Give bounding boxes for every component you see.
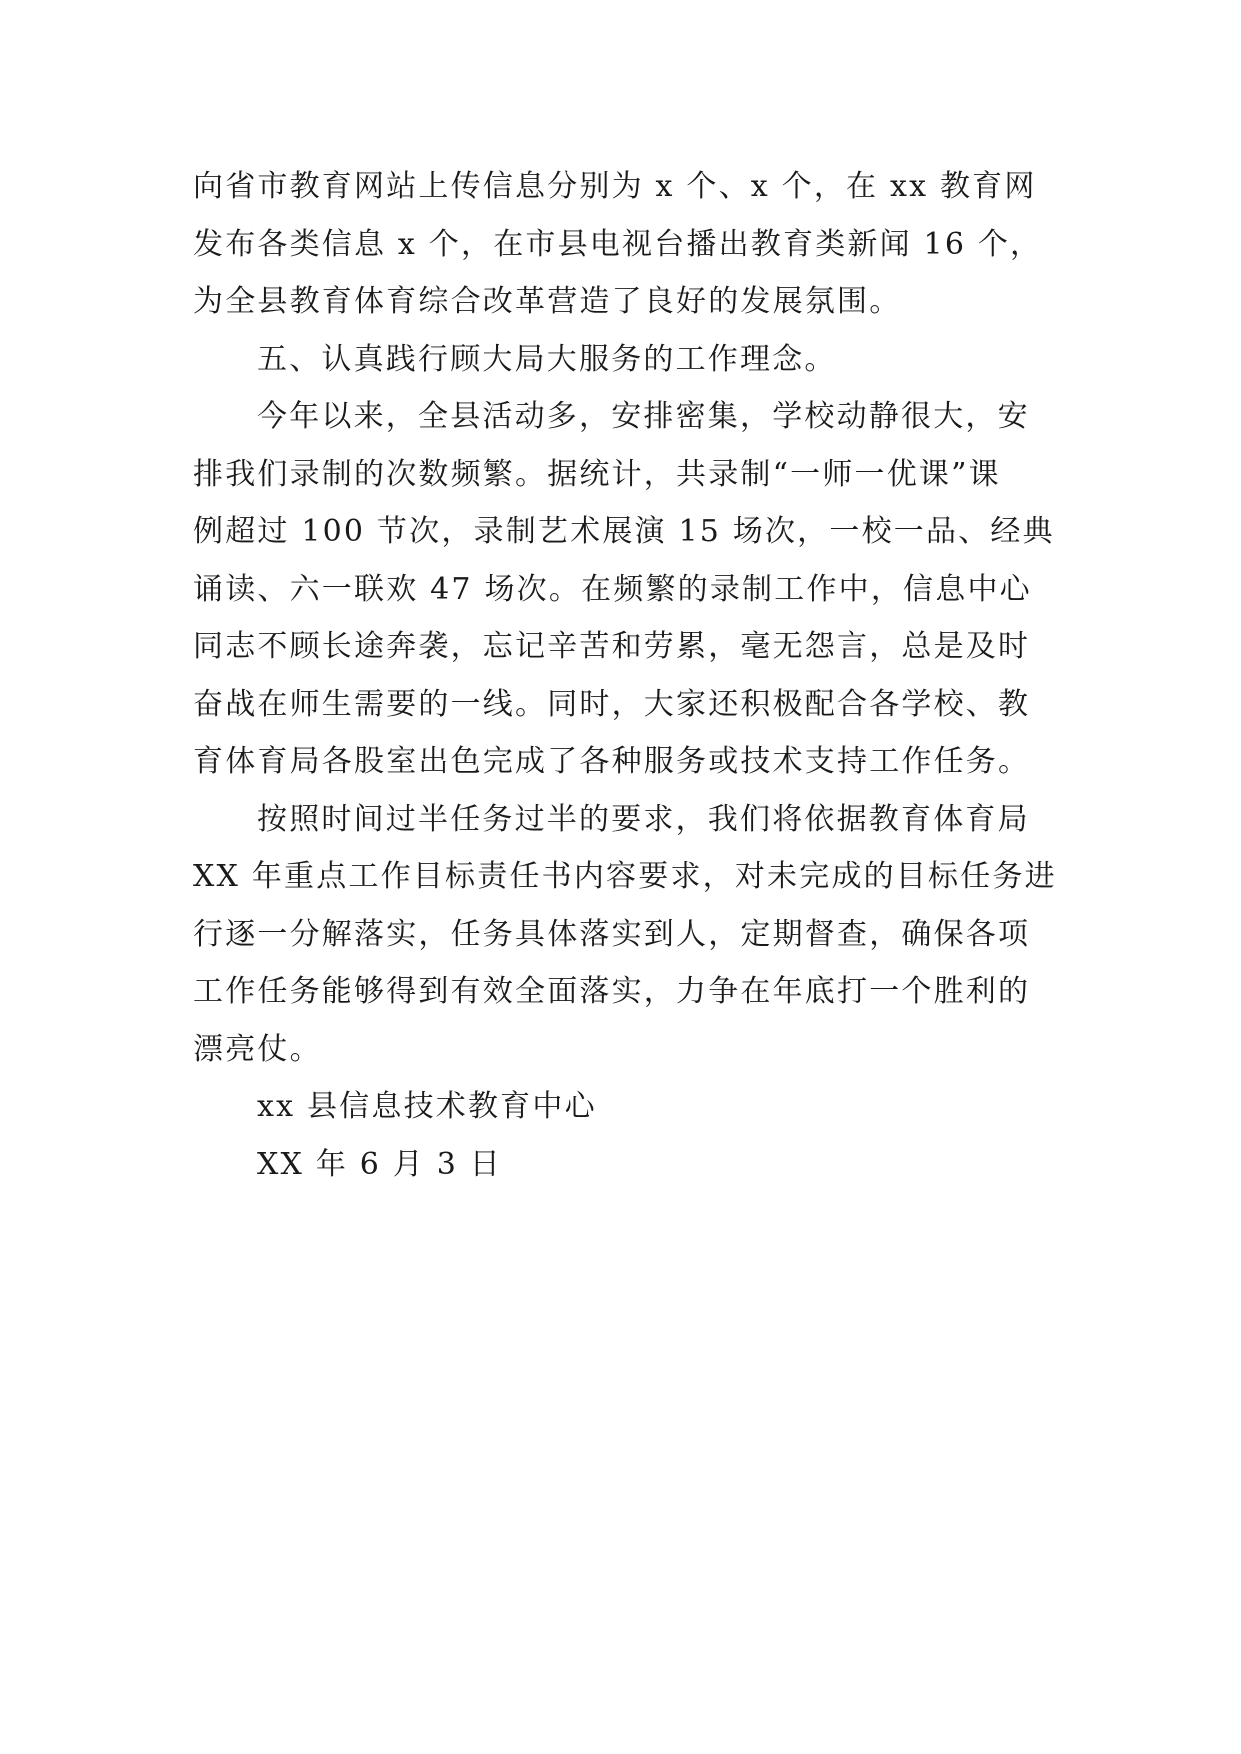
text-line: 按照时间过半任务过半的要求，我们将依据教育体育局 bbox=[257, 801, 1030, 837]
text-line: 诵读、六一联欢 47 场次。在频繁的录制工作中，信息中心 bbox=[193, 571, 1032, 607]
text-line: 例超过 100 节次，录制艺术展演 15 场次，一校一品、经典 bbox=[193, 514, 1055, 549]
text-line: 同志不顾长途奔袭，忘记辛苦和劳累，毫无怨言，总是及时 bbox=[193, 629, 1031, 664]
paragraph-plan bbox=[193, 791, 1057, 1079]
text-line: 发布各类信息 x 个，在市县电视台播出教育类新闻 16 个， bbox=[193, 226, 1043, 262]
paragraph-info-upload bbox=[193, 158, 1053, 331]
text-line: 为全县教育体育综合改革营造了良好的发展氛围。 bbox=[193, 284, 902, 319]
text-line: 漂亮仗。 bbox=[193, 1031, 322, 1067]
text-line: 奋战在师生需要的一线。同时，大家还积极配合各学校、教 bbox=[193, 686, 1031, 722]
section-heading-5: 五、认真践行顾大局大服务的工作理念。 bbox=[257, 341, 837, 377]
paragraph-recording-work bbox=[193, 388, 1053, 791]
text-line: 行逐一分解落实，任务具体落实到人，定期督查，确保各项 bbox=[193, 916, 1031, 952]
text-line: 今年以来，全县活动多，安排密集，学校动静很大，安 bbox=[257, 399, 1030, 434]
text-line: 工作任务能够得到有效全面落实，力争在年底打一个胜利的 bbox=[193, 974, 1031, 1009]
text-line: 育体育局各股室出色完成了各种服务或技术支持工作任务。 bbox=[193, 744, 1031, 779]
signature-organization: xx 县信息技术教育中心 bbox=[257, 1089, 597, 1124]
text-line: 向省市教育网站上传信息分别为 x 个、x 个，在 xx 教育网 bbox=[193, 169, 1037, 204]
text-line: XX 年重点工作目标责任书内容要求，对未完成的目标任务进 bbox=[193, 859, 1057, 894]
document-body bbox=[193, 158, 1057, 1193]
signature-date: XX 年 6 月 3 日 bbox=[257, 1146, 502, 1182]
text-line: 排我们录制的次数频繁。据统计，共录制“一师一优课”课 bbox=[193, 456, 1001, 492]
